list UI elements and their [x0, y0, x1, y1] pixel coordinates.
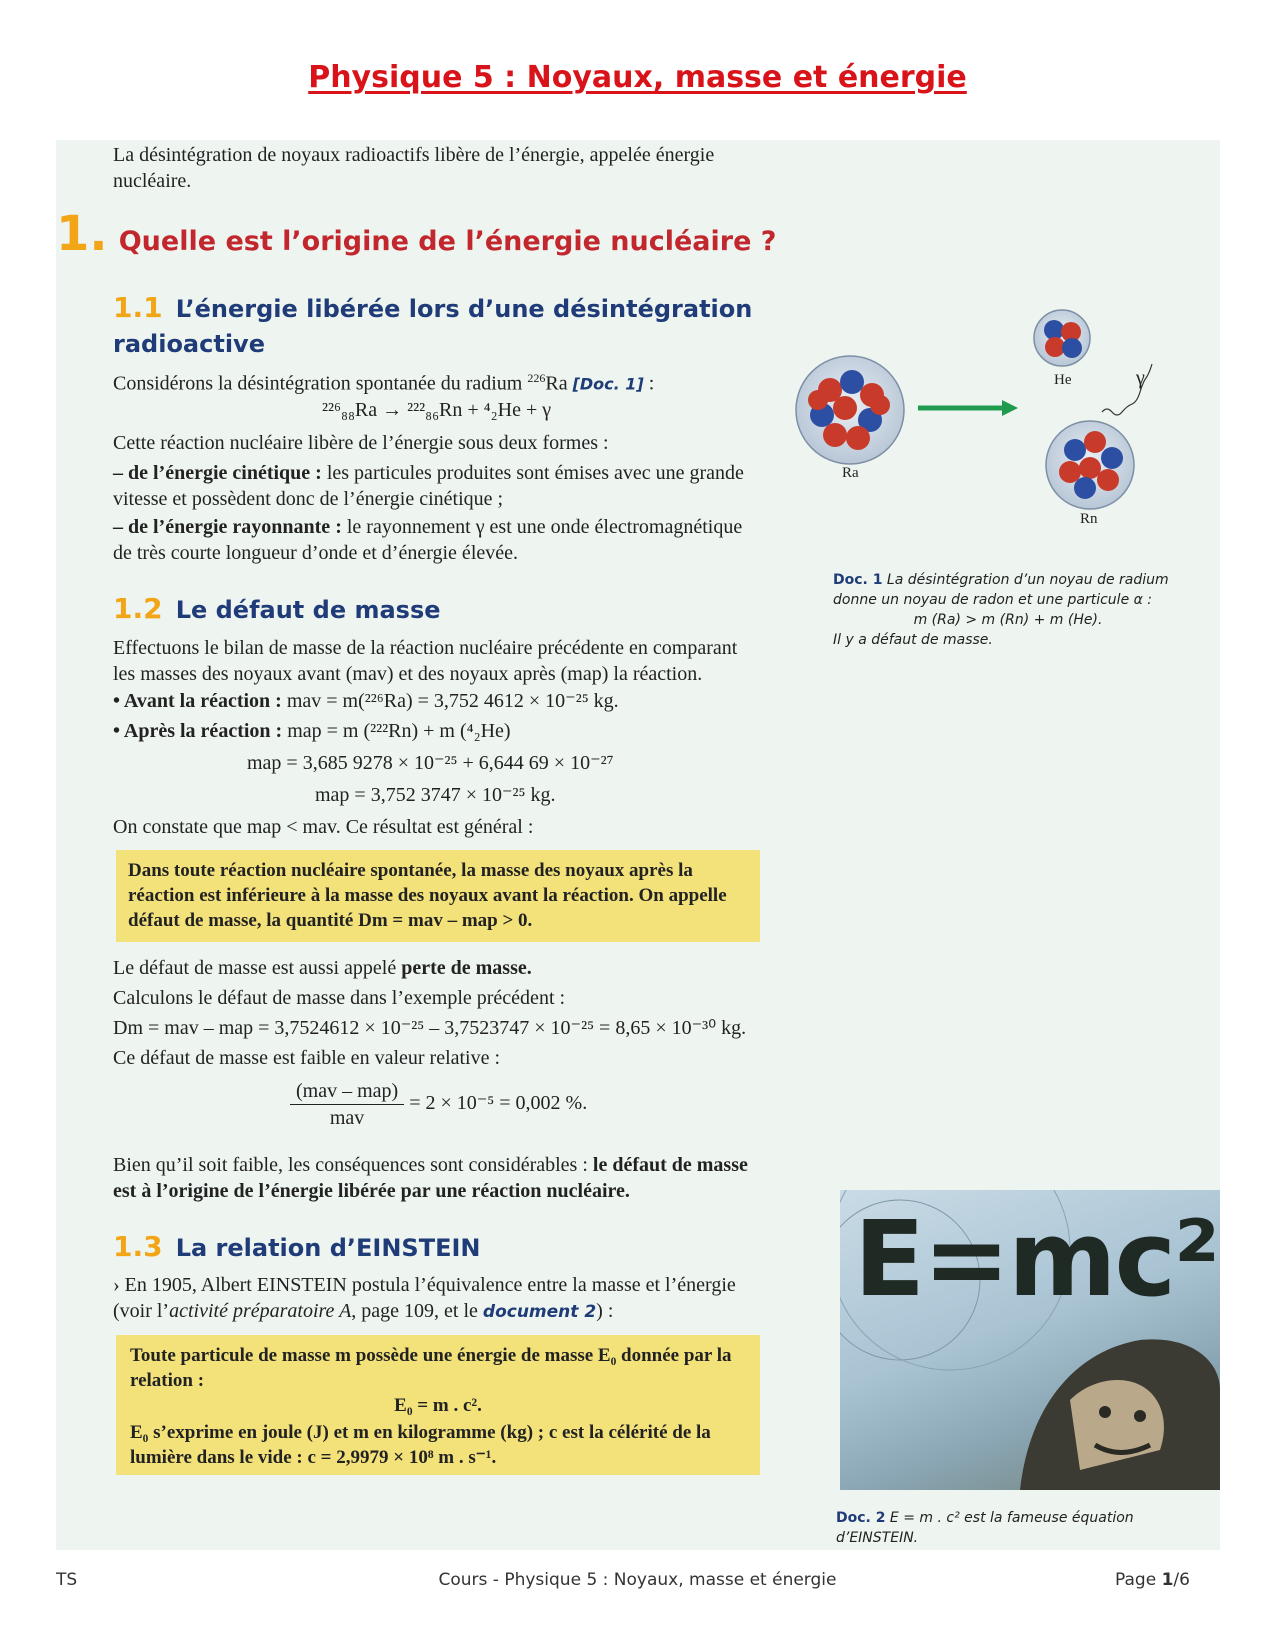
footer-center: Cours - Physique 5 : Noyaux, masse et énergie: [438, 1570, 837, 1590]
mass-defect-definition-box: [116, 850, 760, 942]
footer-page: [1115, 1570, 1190, 1590]
s12-calc-1: map = 3,685 9278 × 10⁻²⁵ + 6,644 69 × 10⁻²⁷: [247, 752, 614, 774]
section-1-2-title: Le défaut de masse: [175, 596, 441, 624]
einstein-formula: E=mc²: [854, 1198, 1218, 1320]
s12-apres-label: • Après la réaction :: [113, 720, 283, 742]
s12-avant-label: • Avant la réaction :: [113, 690, 282, 712]
doc1-decay-diagram: [790, 300, 1160, 540]
section-1-1-number: 1.1: [113, 291, 163, 324]
section-1-heading: [56, 206, 776, 262]
s11-p1-isotope: 226: [527, 371, 546, 385]
footer-page-label: Page: [1115, 1570, 1162, 1590]
relative-defect-fraction: [290, 1078, 404, 1131]
section-1-1-title-line1: L’énergie libérée lors d’une désintégration: [175, 295, 753, 323]
doc2-caption: [836, 1508, 1196, 1548]
s12-calc-2: map = 3,752 3747 × 10⁻²⁵ kg.: [315, 784, 556, 806]
s11-paragraph-1: [113, 365, 773, 398]
intro-text: La désintégration de noyaux radioactifs libère de l’énergie, appelée énergie nucléaire.: [113, 144, 715, 192]
einstein-image: [840, 1190, 1220, 1490]
s12-perte: [113, 955, 761, 981]
doc1-caption-conclusion: Il y a défaut de masse.: [833, 632, 993, 648]
s12-consequences-bold: le défaut de masse est à l’origine de l’énergie libérée par une réaction nucléaire.: [113, 1154, 748, 1202]
doc1-caption-label: Doc. 1: [833, 572, 883, 588]
fraction-numerator: (mav – map): [290, 1078, 404, 1105]
s13-p1-activity: activité préparatoire A: [169, 1300, 352, 1322]
s12-perte-text: Le défaut de masse est aussi appelé: [113, 957, 402, 979]
doc2-caption-label: Doc. 2: [836, 1510, 886, 1526]
s11-p1-symbol: Ra: [545, 372, 573, 395]
document-2-link[interactable]: document 2: [482, 1302, 597, 1322]
s13-p1-mid: , page 109, et le: [351, 1300, 483, 1322]
s11-p1-end: :: [643, 372, 655, 395]
s11-equation: ²²⁶₈₈Ra → ²²²₈₆Rn + ⁴₂He + γ: [322, 399, 552, 421]
section-1-1-title-line2: radioactive: [113, 330, 265, 358]
s13-p1-text: › En 1905, Albert EINSTEIN postula l’équivalence entre la masse et l’énergie (voir l’: [113, 1274, 736, 1322]
fraction-result: = 2 × 10⁻⁵ = 0,002 %.: [404, 1092, 588, 1115]
doc1-caption-equation: m (Ra) > m (Rn) + m (He).: [913, 612, 1103, 628]
s11-bullet-radiant-label: – de l’énergie rayonnante :: [113, 516, 342, 538]
s12-apres: [113, 718, 761, 744]
s11-p1-text: Considérons la désintégration spontanée du radium: [113, 372, 528, 395]
s12-faible: Ce défaut de masse est faible en valeur relative :: [113, 1047, 501, 1069]
section-1-3-heading: [113, 1230, 480, 1263]
section-1-number: 1.: [56, 206, 108, 262]
s12-paragraph-1: Effectuons le bilan de masse de la réaction nucléaire précédente en comparant les masses des noyaux avant (mav) et des noyaux après (map) la réaction.: [113, 637, 738, 685]
arrow-icon: [918, 400, 1018, 416]
s13-p1-end: ) :: [596, 1300, 614, 1322]
section-1-title: Quelle est l’origine de l’énergie nucléaire ?: [118, 226, 777, 257]
s12-perte-bold: perte de masse.: [401, 957, 532, 979]
doc1-reference-link[interactable]: [Doc. 1]: [572, 374, 644, 394]
s11-bullet-radiant: [113, 514, 761, 566]
s11-bullet-kinetic-text: les particules produites sont émises avec une grande vitesse et possèdent donc de l’énergie cinétique ;: [113, 462, 744, 510]
section-1-3-title: La relation d’EINSTEIN: [175, 1234, 481, 1262]
s12-consequences: [113, 1152, 761, 1204]
radium-nucleus: [796, 356, 904, 464]
footer-left: TS: [56, 1570, 78, 1590]
relative-defect-formula: [290, 1078, 587, 1131]
s12-dm-calculation: Dm = mav – map = 3,7524612 × 10⁻²⁵ – 3,7523747 × 10⁻²⁵ = 8,65 × 10⁻³⁰ kg.: [113, 1017, 747, 1039]
doc2-caption-text: E = m . c² est la fameuse équation d’EINSTEIN.: [836, 1510, 1134, 1546]
footer-page-number: 1: [1161, 1570, 1174, 1590]
section-1-2-number: 1.2: [113, 592, 163, 625]
s12-constate: On constate que map < mav. Ce résultat est général :: [113, 816, 534, 838]
s11-paragraph-2: Cette réaction nucléaire libère de l’énergie sous deux formes :: [113, 432, 609, 454]
fraction-denominator: mav: [329, 1107, 365, 1129]
label-ra: Ra: [842, 465, 859, 481]
s12-apres-value: map = m (²²²Rn) + m (⁴₂He): [282, 720, 511, 742]
doc1-caption: [833, 570, 1183, 650]
s12-avant-value: mav = m(²²⁶Ra) = 3,752 4612 × 10⁻²⁵ kg.: [281, 690, 619, 712]
footer-page-total: /6: [1173, 1570, 1190, 1590]
s11-bullet-kinetic-label: – de l’énergie cinétique :: [113, 462, 322, 484]
page-title: Physique 5 : Noyaux, masse et énergie: [308, 60, 967, 95]
einstein-relation-box: [116, 1335, 760, 1475]
mass-defect-definition-text: Dans toute réaction nucléaire spontanée, la masse des noyaux après la réaction est inférieure à la masse des noyaux avant la réaction. On appelle défaut de masse, la quantité Dm = mav – map > 0.: [128, 860, 727, 931]
section-1-3-number: 1.3: [113, 1230, 163, 1263]
radon-nucleus: [1046, 421, 1134, 509]
label-rn: Rn: [1080, 511, 1098, 527]
label-he: He: [1054, 372, 1072, 388]
section-1-1-heading: [113, 292, 753, 363]
einstein-box-line-2: E₀ s’exprime en joule (J) et m en kilogramme (kg) ; c est la célérité de la lumière dans le vide : c = 2,9979 × 10⁸ m . s⁻¹.: [130, 1422, 711, 1468]
s12-calcule: Calculons le défaut de masse dans l’exemple précédent :: [113, 987, 566, 1009]
s11-bullet-radiant-text: le rayonnement γ est une onde électromagnétique de très courte longueur d’onde et d’énergie élevée.: [113, 516, 743, 564]
einstein-box-equation: E₀ = m . c².: [394, 1395, 482, 1416]
doc1-caption-text: La désintégration d’un noyau de radium donne un noyau de radon et une particule α :: [833, 572, 1169, 608]
einstein-box-line-1: Toute particule de masse m possède une énergie de masse E₀ donnée par la relation :: [130, 1345, 732, 1391]
s12-consequences-text: Bien qu’il soit faible, les conséquences sont considérables :: [113, 1154, 593, 1176]
label-gamma: γ: [1136, 367, 1145, 389]
section-1-2-heading: [113, 592, 441, 625]
s11-bullet-kinetic: [113, 460, 761, 512]
s13-paragraph-1: [113, 1272, 763, 1325]
s12-avant: [113, 688, 761, 714]
helium-nucleus: [1034, 310, 1090, 366]
